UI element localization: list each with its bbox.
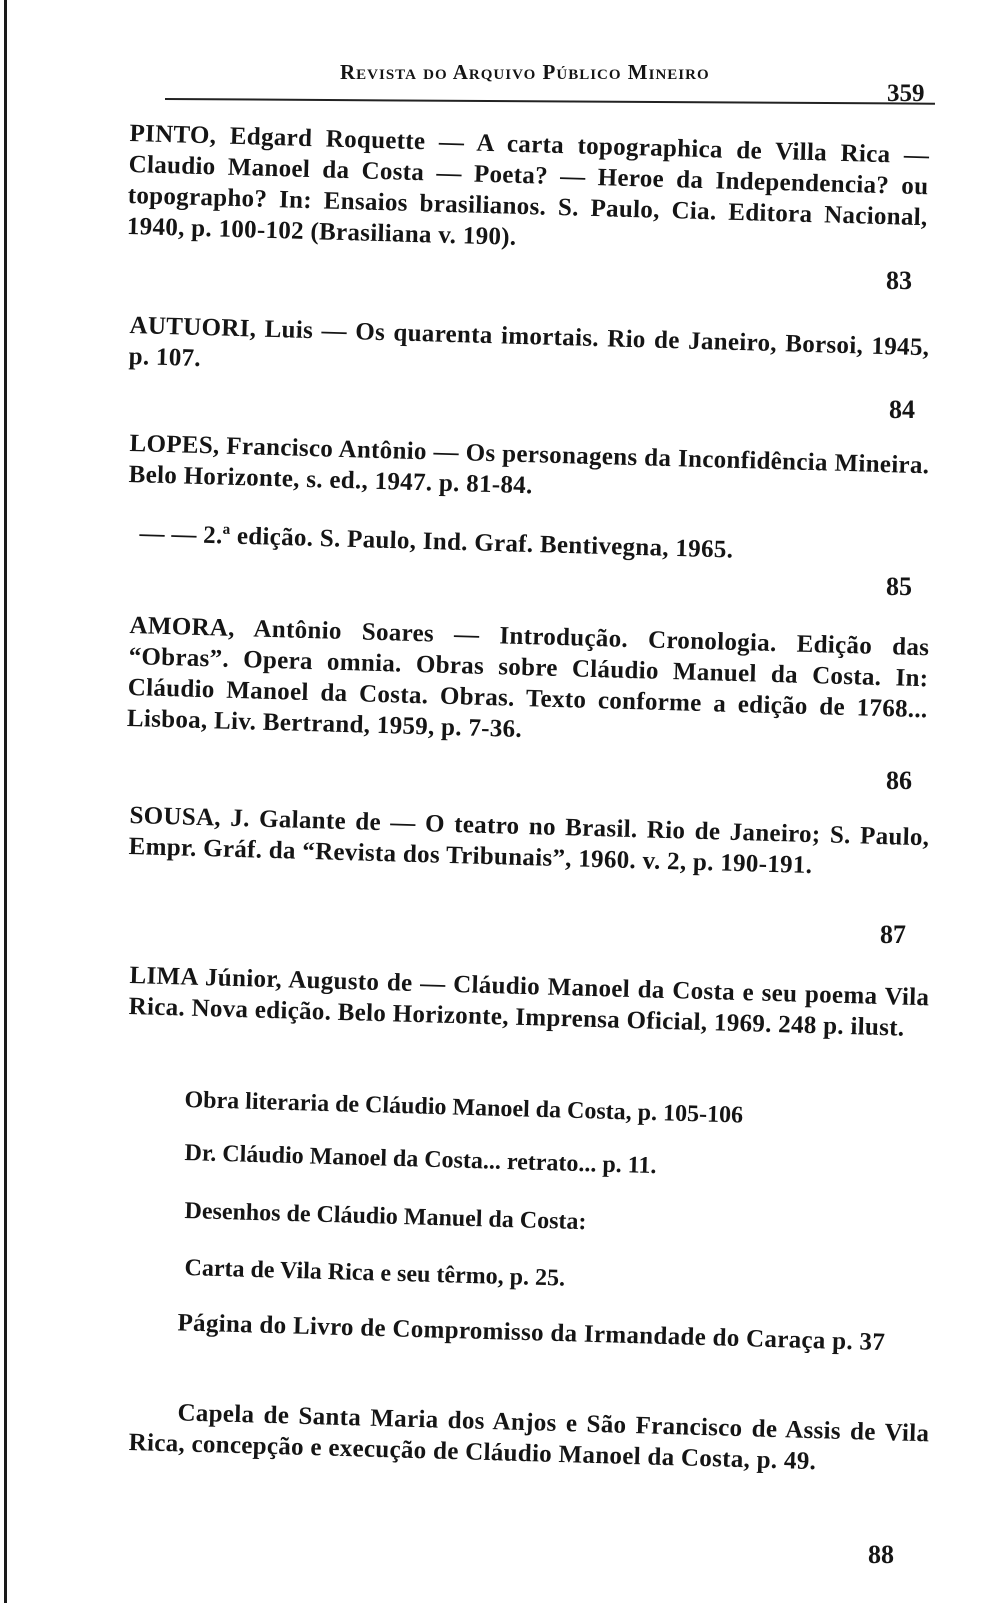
bibliography-entry-lopes: LOPES, Francisco Antônio — Os personagens da Inconfidência Mineira. Belo Horizonte, s. ed., 1947. p. 81-84.: [128, 429, 930, 500]
bibliography-entry-pinto: PINTO, Edgard Roquette — A carta topographica de Villa Rica — Claudio Manoel da Costa — Poeta? — Heroe da Independencia? ou topographo? In: Ensaios brasilianos. S. Paulo, Cia. Editora Nacional, 1940, p. 100-102 (Brasiliana v. 190).: [126, 119, 930, 251]
bibliography-entry-lopes-second-edition: — — 2.ª edição. S. Paulo, Ind. Graf. Bentivegna, 1965.: [139, 519, 734, 564]
entry-number-87: 87: [880, 920, 906, 949]
header-rule: [165, 98, 935, 105]
subentry-capela: Capela de Santa Maria dos Anjos e São Francisco de Assis de Vila Rica, concepção e execução de Cláudio Manoel da Costa, p. 49.: [128, 1399, 930, 1476]
page-number: 359: [887, 80, 925, 107]
bibliography-entry-amora: AMORA, Antônio Soares — Introdução. Cronologia. Edição das “Obras”. Opera omnia. Obras sobre Cláudio Manuel da Costa. In: Cláudio Manoel da Costa. Obras. Texto conforme a edição de 1768... Lisboa, Liv. Bertrand, 1959, p. 7-36.: [126, 611, 930, 743]
subentry-obra-literaria: Obra literaria de Cláudio Manoel da Costa, p. 105-106: [184, 1086, 744, 1129]
bibliography-entry-sousa: SOUSA, J. Galante de — O teatro no Brasil. Rio de Janeiro; S. Paulo, Empr. Gráf. da “Revista dos Tribunais”, 1960. v. 2, p. 190-191.: [128, 801, 930, 880]
subentry-pagina-livro: Página do Livro de Compromisso da Irmandade do Caraça p. 37: [177, 1309, 886, 1357]
subentry-desenhos: Desenhos de Cláudio Manuel da Costa:: [184, 1197, 587, 1236]
bibliography-entry-lima: LIMA Júnior, Augusto de — Cláudio Manoel da Costa e seu poema Vila Rica. Nova edição. Belo Horizonte, Imprensa Oficial, 1969. 248 p. ilust.: [128, 961, 930, 1042]
entry-number-85: 85: [886, 572, 912, 601]
subentry-retrato: Dr. Cláudio Manoel da Costa... retrato... p. 11.: [184, 1139, 657, 1180]
entry-number-88: 88: [868, 1540, 894, 1569]
running-head: Revista do Arquivo Público Mineiro: [340, 60, 710, 84]
entry-number-86: 86: [886, 766, 912, 795]
entry-number-83: 83: [886, 266, 912, 295]
subentry-carta-vila-rica: Carta de Vila Rica e seu têrmo, p. 25.: [184, 1254, 566, 1292]
scan-edge-line: [4, 0, 7, 1603]
entry-number-84: 84: [889, 395, 915, 424]
bibliography-entry-autuori: AUTUORI, Luis — Os quarenta imortais. Rio de Janeiro, Borsoi, 1945, p. 107.: [128, 311, 930, 372]
